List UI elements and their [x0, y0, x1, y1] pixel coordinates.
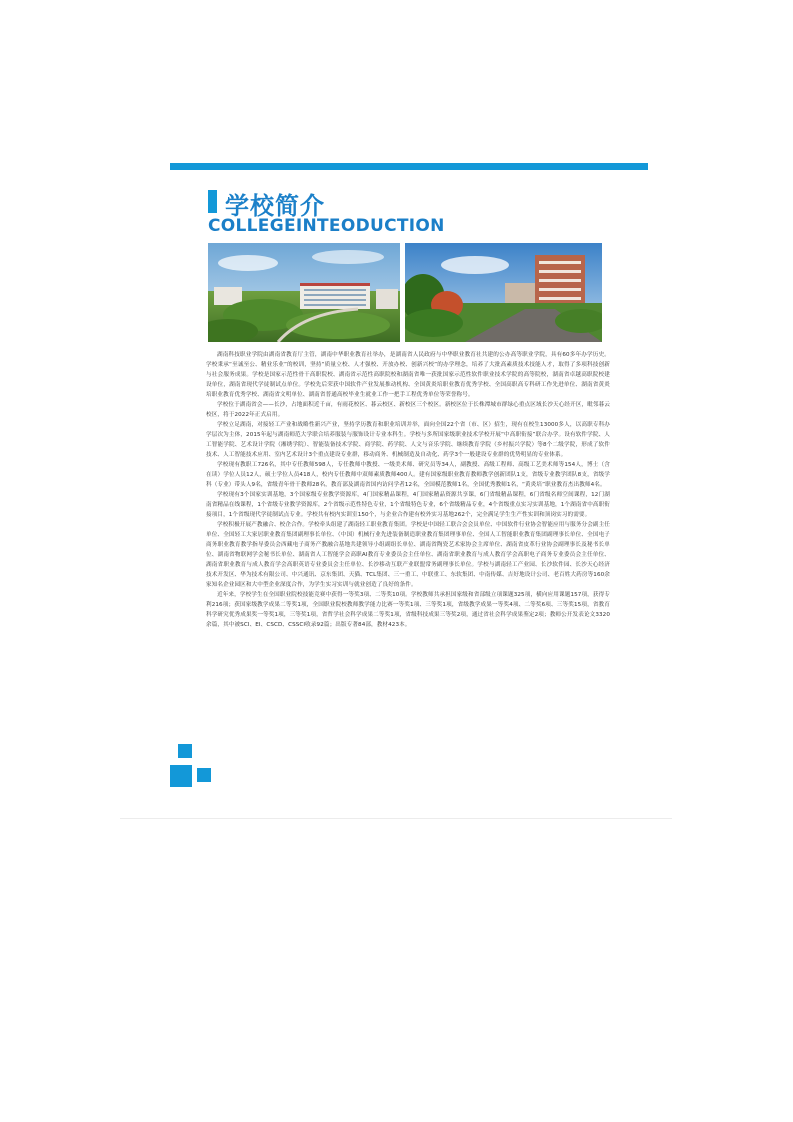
decor-square-small-right — [197, 768, 211, 782]
decor-square-small-top — [178, 744, 192, 758]
campus-photo-left — [208, 243, 400, 342]
intro-paragraph-achievements: 近年来，学校学生在全国职业院校技能竞赛中获得一等奖3项、二等奖10项。学校教师共承担国家级和省部级立项课题325项，横向应用课题157项，获得专利216项；获国家级教学成果二等奖1项，全国职业院校教师教学能力比赛一等奖1项、三等奖1项，省级教学成果一等奖4项、二等奖6项、三等奖15项，省教育科学研究优秀成果奖一等奖1项，三等奖1项，省哲学社会科学成果二等奖1项，省级科技成果三等奖2项，通过省社会科学成果鉴定2项；教师公开发表论文3320余篇，其中被SCI、EI、CSCD、CSSCI收录92篇；出版专著84部，教材423本。 — [206, 592, 610, 628]
top-accent-bar — [170, 163, 648, 170]
intro-paragraph-location: 学校位于湖南省会——长沙，占地面积近千亩，有雨花校区、暮云校区、新校区三个校区。新校区位于长株潭城市群绿心重点区域长沙天心经开区，毗邻暮云校区，将于2022年正式启用。 — [206, 402, 610, 418]
page-divider — [120, 818, 672, 819]
page-title: 学校简介 — [225, 192, 325, 220]
intro-paragraph-programs: 学校立足湖南，对接轻工产业和战略性新兴产业，坚持学历教育和职业培训并举，面向全国22个省（市、区）招生，现有在校生13000多人，以高职专科办学层次为主体，2015年起与湖南师范大学联合培养服装与服饰设计专业本科生。学校与多所国家级职业技术学校开展“中高职衔接”联合办学。设有软件学院、人工智能学院、艺术设计学院（湘绣学院）、智能装备技术学院、商学院、药学院、人文与音乐学院、继续教育学院（乡村振兴学院）等8个二级学院，形成了软件技术、人工智能技术应用、室内艺术设计3个重点建设专业群，移动商务、机械制造及自动化、药学3个一般建设专业群的优势明显的专业体系。 — [206, 422, 610, 458]
title-marker — [208, 190, 217, 213]
introduction-text — [206, 350, 610, 760]
intro-paragraph-facilities: 学校现有3个国家实训基地，3个国家级专业教学资源库，4门国家精品课程，4门国家精品资源共享课，6门省级精品课程，6门省级名师空间课程，12门湖南省精品在线课程，1个省级专业教学资源库，2个省级示范性特色专业，1个省级特色专业，6个省级精品专业，4个省级重点实习实训基地，1个湖南省中高职衔接项目，1个省级现代学徒制试点专业。学校共有校内实训室150个，与企业合作建有校外实习基地262个，完全满足学生生产性实训和顶岗实习的需要。 — [206, 492, 610, 518]
intro-paragraph-overview: 湖南科技职业学院由湖南省教育厅主管，湖南中华职业教育社举办，是湖南省人民政府与中华职业教育社共建的公办高等职业学院，具有60多年办学历史。学校秉承“至诚至公、精业乐业”的校训，坚持“质量立校、人才强校、开放办校、创新兴校”的办学理念，培养了大批高素质技术技能人才，取得了多项科技创新与社会服务成果。学校是国家示范性骨干高职院校、湖南省示范性高职院校和湖南省唯一获批国家示范性软件职业技术学院的高等院校，湖南省卓越高职院校建设单位，湖南省现代学徒制试点单位。学校先后荣获中国软件产业发展推动机构、全国黄炎培职业教育优秀学校、全国高职高专科研工作先进单位、湖南省黄炎培职业教育优秀学校、湖南省文明单位、湖南省普通高校毕业生就业工作一把手工程优秀单位等荣誉称号。 — [206, 352, 610, 398]
intro-paragraph-cooperation: 学校积极开展产教融合、校企合作。学校牵头组建了湖南轻工职业教育集团。学校是中国轻工联合会会员单位、中国软件行业协会智能应用与服务分会副主任单位、全国轻工大家居职业教育集团副理事长单位、（中国）机械行业先进装备制造职业教育集团理事单位、全国人工智能职业教育集团副理事长单位、全国电子商务职业教育教学指导委员会西藏电子商务产教融合基地共建领导小组副组长单位、湖南省陶瓷艺术家协会主席单位、湖南省皮革行业协会副理事长及秘书长单位、湖南省物联网学会秘书长单位、湖南省人工智能学会高职AI教育专业委员会主任单位、湖南省职业教育与成人教育学会高职电子商务专业委员会主任单位、湖南省职业教育与成人教育学会高职英语专业委员会主任单位、长沙移动互联产业联盟常务副理事长单位。学校与湖南轻工产业园、长沙软件园、长沙天心经济技术开发区、华为技术有限公司、中兴通讯、京东集团、天猫、TCL集团、三一重工、中联重工、东软集团、中南传媒、吉好地设计公司、老百姓大药房等160余家知名企业园区和大中型企业深度合作，为学生实习实训与就业创造了良好的条件。 — [206, 522, 610, 588]
page-subtitle: COLLEGEINTEODUCTION — [208, 216, 445, 236]
campus-photo-right — [405, 243, 602, 342]
intro-paragraph-faculty: 学校现有教职工726名，其中专任教师598人，专任教师中教授、一级美术师、研究员等34人，副教授、高级工程师、高级工艺美术师等154人，博士（含在读）学位人员12人，硕士学位人员418人，校内专任教师中双师素质教师400人。建有国家级职业教育教师教学创新团队1支，省级专业教学团队8支，省级学科（专业）带头人9名，省级青年骨干教师28名，教育部及湖南省国内访问学者12名，全国模范教师1名，全国优秀教师1名，“黄炎培”职业教育杰出教师4名。 — [206, 462, 610, 488]
decor-square-large — [170, 765, 192, 787]
